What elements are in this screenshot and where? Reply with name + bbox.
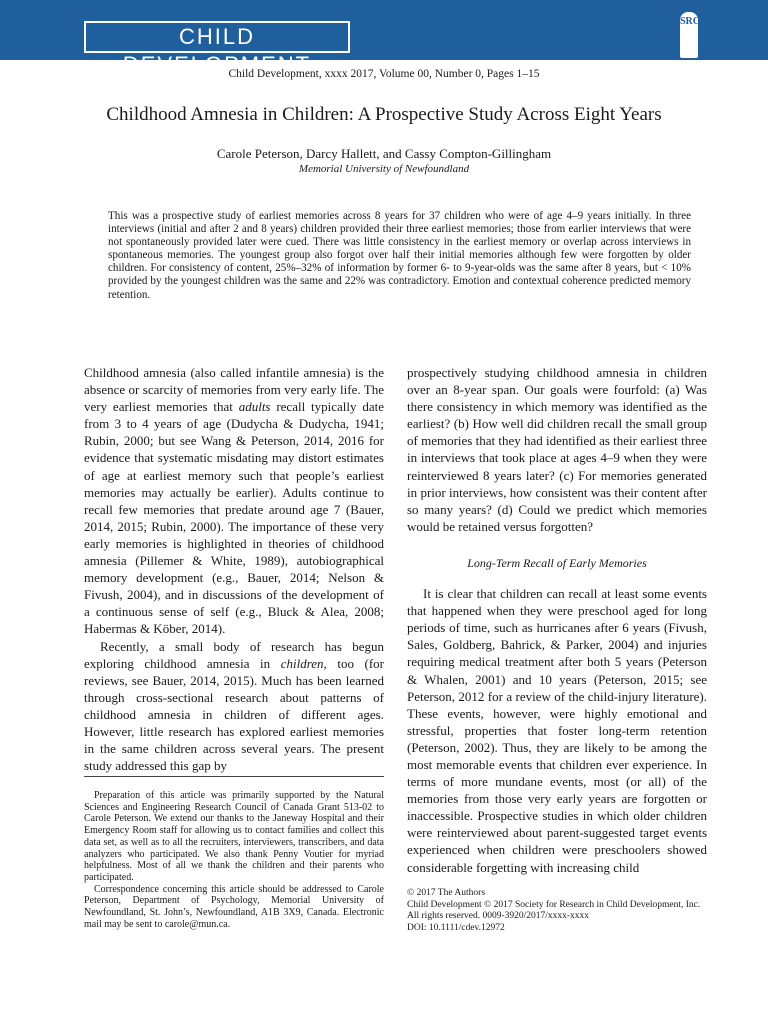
copyright-line: Child Development © 2017 Society for Research in Child Development, Inc. xyxy=(407,899,701,910)
funding-note: Preparation of this article was primarily supported by the Natural Sciences and Engineering Research Council of Canada Grant 513-02 to Carole Peterson. We extend our thanks to the Janeway Hospital and their Emergency Room staff for allowing us to contact families and collect this data set, as well as to all the recruiters, interviewers, transcribers, and data analyzers who participated. We also thank Penny Voutier for myriad helpfulness. Most of all we thank the children and their parents who participated. xyxy=(84,790,384,883)
author-list: Carole Peterson, Darcy Hallett, and Cassy Compton-Gillingham xyxy=(216,146,552,161)
correspondence-note: Correspondence concerning this article should be addressed to Carole Peterson, Department of Psychology, Memorial University of Newfoundland, St. John’s, Newfoundland, A1B 3X9, Canada. Electronic mail may be sent to carole@mun.ca. xyxy=(84,883,384,930)
article-title: Childhood Amnesia in Children: A Prospective Study Across Eight Years xyxy=(106,104,662,125)
body-paragraph: It is clear that children can recall at least some events that happened when they were preschool aged for long periods of time, such as hurricanes after 6 years (Fivush, Sales, Goldberg, Bahrick, & Parker, 2004) and injuries requiring medical treatment after both 5 years (Peterson & Whalen, 2001) and 10 years (Peterson, 2015; see Peterson, 2012 for a review of the child-injury literature). These events, however, were highly emotional and stressful, properties that foster long-term retention (Peterson, 2002). Thus, they are likely to be among the most memorable events that children ever experience. In terms of more mundane events, most (or all) of the memories from those very early years are forgotten or inaccessible. Prospective studies in which older children were reinterviewed about parent-suggested target events experienced when children were preschoolers showed considerable forgetting with increasing child xyxy=(407,586,707,875)
doi-line: DOI: 10.1111/cdev.12972 xyxy=(407,922,505,933)
copyright-line: All rights reserved. 0009-3920/2017/xxxx-xxxx xyxy=(407,911,590,921)
body-paragraph: prospectively studying childhood amnesia in children over an 8-year span. Our goals were fourfold: (a) Was there consistency in which memory was identified as the earliest? (b) How well did children recall the small group of memories that they had identified as their earliest three in interviews that took place at ages 4–9 when they were reinterviewed 8 years later? (c) For memories generated in prior interviews, how consistent was their content after so many years? (d) Could we predict which memories would be retained versus forgotten? xyxy=(407,365,707,534)
body-paragraph: Childhood amnesia (also called infantile amnesia) is the absence or scarcity of memories from very early life. The very earliest memories that adults recall typically date from 3 to 4 years of age (Dudycha & Dudycha, 1941; Rubin, 2000; but see Wang & Peterson, 2014, 2016 for evidence that systematic misdating may distort estimates of age at earliest memory such that people’s earliest memories may actually be earlier). Adults continue to recall few memories that predate around age 7 (Bauer, 2014, 2015; Rubin, 2000). The importance of these very early memories is highlighted in theories of childhood amnesia (Pillemer & White, 1989), autobiographical memory development (e.g., Bauer, 2014; Nelson & Fivush, 2004), and in discussions of the development of a continuous sense of self (e.g., Bluck & Alea, 2008; Habermas & Köber, 2014). xyxy=(84,365,384,637)
body-paragraph: Recently, a small body of research has begun exploring childhood amnesia in children, too (for reviews, see Bauer, 2014, 2015). Much has been learned through cross-sectional research about patterns of childhood amnesia in children of different ages. However, little research has explored earliest memories in the same children across several years. The present study addressed this gap by xyxy=(84,638,384,774)
body-column-right xyxy=(407,364,707,876)
body-column-left xyxy=(84,364,384,774)
abstract: This was a prospective study of earliest memories across 8 years for 37 children who were of age 4–9 years initially. In three interviews (initial and after 2 and 8 years) children provided their three earliest memories; those from earlier interviews that were not spontaneously provided later were cued. There was little consistency in the earliest memory or overlap across interviews in spontaneous memories. The youngest group also forgot over half their initial memories although few were forgotten by older children. For consistency of content, 25%–32% of information by former 6- to 9-year-olds was the same after 8 years, but < 10% provided by the youngest children was the same and 22% was contradictory. Emotion and contextual coherence predicted memory retention. xyxy=(108,210,691,301)
footnotes xyxy=(84,790,384,930)
section-heading: Long-Term Recall of Early Memories xyxy=(467,555,647,570)
copyright-block xyxy=(407,888,717,934)
footnote-divider xyxy=(84,776,384,777)
journal-name: CHILD DEVELOPMENT xyxy=(84,21,350,53)
affiliation: Memorial University of Newfoundland xyxy=(298,163,470,175)
copyright-line: © 2017 The Authors xyxy=(407,888,486,898)
srcd-logo-icon: SRCD xyxy=(680,12,698,58)
citation-line: Child Development, xxxx 2017, Volume 00, Number 0, Pages 1–15 xyxy=(228,68,540,80)
